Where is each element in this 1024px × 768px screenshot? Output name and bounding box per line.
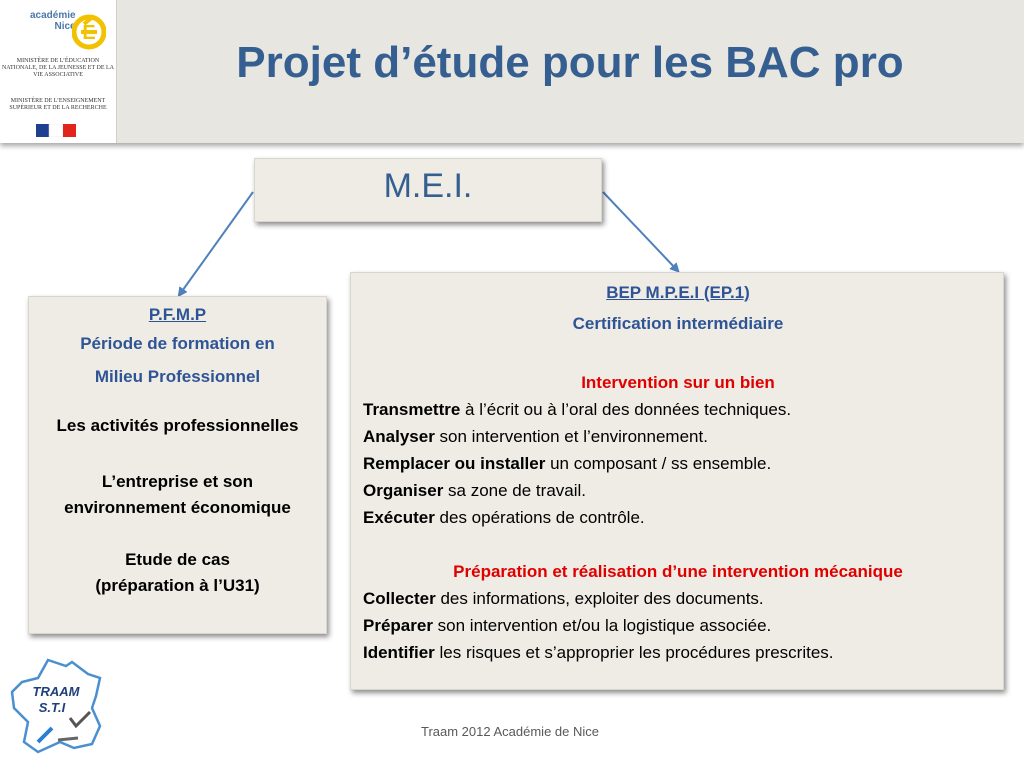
page-title: Projet d’étude pour les BAC pro — [236, 38, 904, 87]
arrow-to-pfmp — [180, 192, 253, 294]
bep-section1-item — [363, 504, 993, 531]
item-text: des informations, exploiter des documents. — [435, 589, 764, 608]
ministry-education-text: MINISTÈRE DE L’ÉDUCATION NATIONALE, DE LA JEUNESSE ET DE LA VIE ASSOCIATIVE — [1, 58, 115, 78]
logo-nice-word: Nice — [54, 21, 76, 32]
bep-section2-item — [363, 585, 993, 612]
ministry-higher-ed-text: MINISTÈRE DE L’ENSEIGNEMENT SUPÉRIEUR ET DE LA RECHERCHE — [9, 98, 107, 111]
item-verb: Analyser — [363, 427, 435, 446]
pfmp-content — [29, 303, 326, 599]
item-verb: Préparer — [363, 616, 433, 635]
footer-text: Traam 2012 Académie de Nice — [420, 724, 599, 739]
bep-section2-item — [363, 612, 993, 639]
item-verb: Organiser — [363, 481, 444, 500]
bep-section1-title: Intervention sur un bien — [581, 373, 775, 392]
pfmp-box — [28, 296, 327, 634]
bep-section1-item — [363, 450, 993, 477]
logo-academie-word: académie — [30, 10, 76, 21]
bep-box — [350, 272, 1004, 690]
item-text: un composant / ss ensemble. — [545, 454, 772, 473]
pfmp-enterprise-line1: L’entreprise et son — [101, 472, 254, 491]
item-text: son intervention et/ou la logistique associée. — [432, 616, 772, 635]
pfmp-case-line2: (préparation à l’U31) — [95, 576, 260, 595]
item-text: des opérations de contrôle. — [434, 508, 645, 527]
svg-text:E: E — [82, 22, 96, 44]
pfmp-activities: Les activités professionnelles — [56, 416, 299, 435]
item-verb: Transmettre — [363, 400, 461, 419]
traam-sti-logo — [8, 656, 108, 756]
bep-section2-item — [363, 639, 993, 666]
pfmp-case-line1: Etude de cas — [125, 550, 230, 569]
item-text: sa zone de travail. — [443, 481, 587, 500]
traam-logo-line1: TRAAM — [32, 684, 80, 699]
plug-icon — [58, 738, 78, 740]
bep-section1-item — [363, 396, 993, 423]
bep-section1-item — [363, 423, 993, 450]
item-verb: Identifier — [363, 643, 435, 662]
item-text: les risques et s’approprier les procédures prescrites. — [434, 643, 834, 662]
bep-content — [363, 281, 993, 666]
pfmp-subtitle-line1: Période de formation en — [80, 334, 275, 353]
bep-section1-item — [363, 477, 993, 504]
traam-logo-line2: S.T.I — [38, 700, 66, 715]
item-verb: Remplacer ou installer — [363, 454, 546, 473]
pfmp-enterprise-line2: environnement économique — [64, 498, 291, 517]
mei-box — [254, 158, 602, 222]
mei-label: M.E.I. — [383, 167, 473, 205]
pfmp-subtitle-line2: Milieu Professionnel — [94, 367, 261, 386]
bep-section2-title: Préparation et réalisation d’une intervention mécanique — [453, 562, 903, 581]
item-verb: Collecter — [363, 589, 436, 608]
arrow-to-bep — [603, 192, 677, 270]
bep-subtitle: Certification intermédiaire — [572, 314, 784, 333]
item-text: son intervention et l’environnement. — [434, 427, 708, 446]
item-text: à l’écrit ou à l’oral des données techniques. — [460, 400, 792, 419]
bep-heading: BEP M.P.E.I (EP.1) — [606, 283, 750, 302]
item-verb: Exécuter — [363, 508, 435, 527]
pfmp-heading: P.F.M.P — [148, 305, 207, 324]
